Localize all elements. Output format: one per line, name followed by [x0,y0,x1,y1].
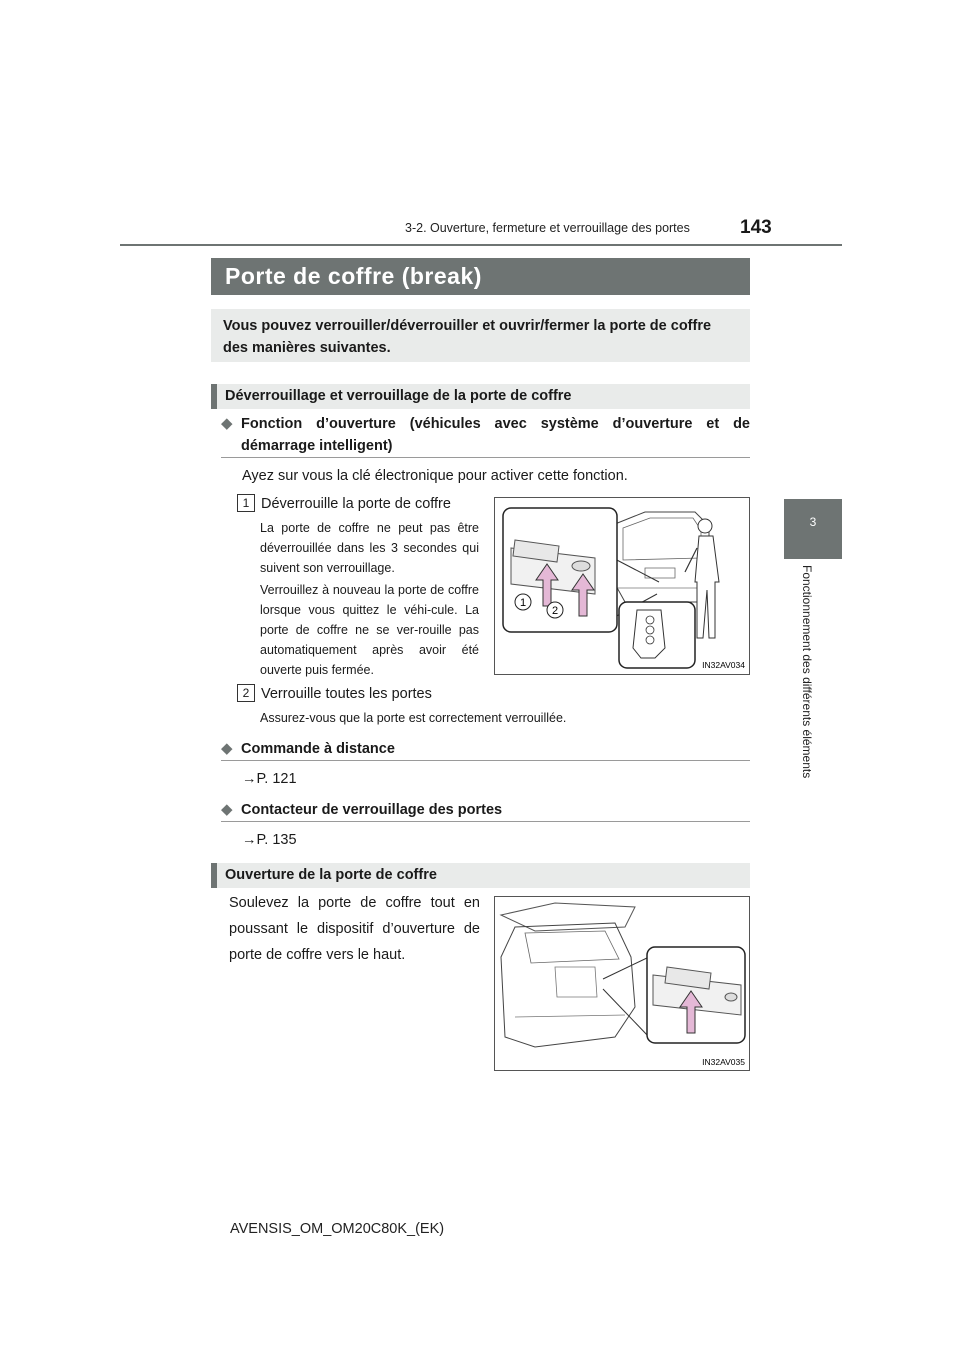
feature-description: Ayez sur vous la clé électronique pour activer cette fonction. [242,468,628,484]
page-ref-remote: →P. 121 [242,771,297,787]
step-2-label: Verrouille toutes les portes [261,686,432,702]
figure-code: IN32AV035 [702,1057,745,1067]
feature-title: Commande à distance [241,741,395,757]
chapter-label: Fonctionnement des différents éléments [800,565,814,779]
figure-opening [494,896,750,1071]
step-1-note-2: Verrouillez à nouveau la porte de coffre lorsque vous quittez le véhi-cule. La porte de coffre ne se ver-rouille pas automatiquement après avoir été ouverte puis fermée. [260,583,479,677]
step-2-note: Assurez-vous que la porte est correctement verrouillée. [260,711,567,725]
opening-instructions: Soulevez la porte de coffre tout en poussant le dispositif d’ouverture de porte de coffre vers le haut. [229,895,480,963]
feature-title-line2: démarrage intelligent) [241,438,393,454]
diamond-bullet-icon: ◆ [221,415,233,432]
callout-2: 2 [551,605,559,617]
figure-entry-function [494,497,750,675]
callout-1: 1 [519,597,527,609]
header-divider [120,244,842,246]
step-1-note-1: La porte de coffre ne peut pas être déverrouillée dans les 3 secondes qui suivent son verrouillage. [260,521,479,575]
feature-heading-lock-switch [221,799,750,822]
chapter-number: 3 [809,515,817,529]
chapter-tab [784,499,842,559]
step-1-label: Déverrouille la porte de coffre [261,496,451,512]
feature-title-line1: Fonction d’ouverture (véhicules avec système d’ouverture et de [241,416,750,432]
step-number-2: 2 [237,684,255,702]
diamond-bullet-icon: ◆ [221,740,233,757]
page-ref-lock-switch: →P. 135 [242,832,297,848]
figure-code: IN32AV034 [702,660,745,670]
step-number-1: 1 [237,494,255,512]
page-number: 143 [740,217,772,238]
illustration-opening-rear-door [495,897,749,1070]
section-reference: 3-2. Ouverture, fermeture et verrouillage des portes [405,221,690,235]
section-heading-unlock-lock: Déverrouillage et verrouillage de la porte de coffre [211,384,750,409]
feature-title: Contacteur de verrouillage des portes [241,802,503,818]
feature-heading-entry-function [221,413,750,458]
feature-heading-remote [221,738,750,761]
section-heading-opening: Ouverture de la porte de coffre [211,863,750,888]
document-code: AVENSIS_OM_OM20C80K_(EK) [230,1221,445,1237]
page-title: Porte de coffre (break) [211,258,750,295]
diamond-bullet-icon: ◆ [221,801,233,818]
intro-panel: Vous pouvez verrouiller/déverrouiller et ouvrir/fermer la porte de coffre des manières suivantes. [211,309,750,362]
illustration-rear-door-and-key [495,498,749,674]
